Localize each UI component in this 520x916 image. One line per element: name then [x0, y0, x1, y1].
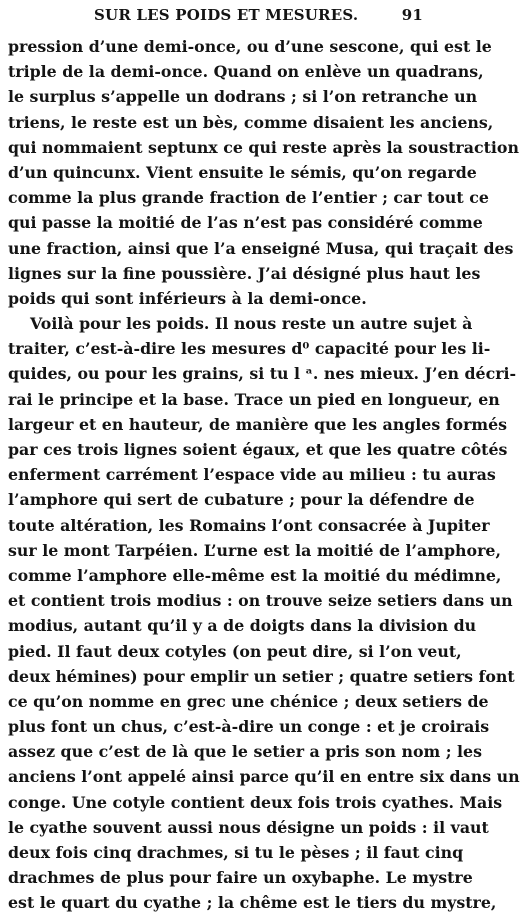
text-line: une fraction, ainsi que l’a enseigné Musa, qui traçait des — [8, 238, 514, 258]
text-line: qui nommaient septunx ce qui reste après la soustraction — [8, 137, 519, 157]
text-line: drachmes de plus pour faire un oxybaphe. Le mystre — [8, 868, 473, 888]
text-line: comme l’amphore elle-même est la moitié du médimne, — [8, 565, 502, 585]
text-line: ce qu’on nomme en grec une chénice ; deux setiers de — [8, 691, 489, 711]
text-line: pied. Il faut deux cotyles (on peut dire, si l’on veut, — [8, 641, 462, 661]
text-line: est le quart du cyathe ; la chême est le tiers du mystre, — [8, 893, 497, 913]
text-line: assez que c’est de là que le setier a pris son nom ; les — [8, 742, 482, 762]
text-line-paragraph-start: Voilà pour les poids. Il nous reste un autre sujet à — [30, 314, 473, 334]
text-line: et contient trois modius : on trouve seize setiers dans un — [8, 591, 513, 611]
text-line: modius, autant qu’il y a de doigts dans la division du — [8, 616, 477, 636]
text-line: plus font un chus, c’est-à-dire un conge : et je croirais — [8, 717, 490, 737]
running-head — [8, 6, 433, 28]
text-line: le surplus s’appelle un dodrans ; si l’on retranche un — [8, 87, 478, 107]
text-line: le cyathe souvent aussi nous désigne un poids : il vaut — [8, 817, 489, 837]
text-line: sur le mont Tarpéien. L’urne est la moitié de l’amphore, — [8, 540, 501, 560]
text-line: traiter, c’est-à-dire les mesures d⁰ capacité pour les li- — [8, 339, 491, 359]
body-text — [8, 34, 520, 916]
text-line: deux hémines) pour emplir un setier ; quatre setiers font — [8, 666, 515, 686]
text-line: quides, ou pour les grains, si tu l ᵃ. nes mieux. J’en décri- — [8, 364, 517, 384]
text-line: d’un quincunx. Vient ensuite le sémis, qu’on regarde — [8, 162, 477, 182]
text-line: qui passe la moitié de l’as n’est pas considéré comme — [8, 213, 483, 233]
text-line: anciens l’ont appelé ainsi parce qu’il en entre six dans un — [8, 767, 520, 787]
page-number: 91 — [401, 6, 423, 24]
text-line: par ces trois lignes soient égaux, et que les quatre côtés — [8, 440, 508, 459]
text-line: l’amphore qui sert de cubature ; pour la défendre de — [8, 490, 475, 510]
text-line: enferment carrément l’espace vide au milieu : tu auras — [8, 465, 496, 485]
text-line: conge. Une cotyle contient deux fois trois cyathes. Mais — [8, 792, 503, 812]
text-line: toute altération, les Romains l’ont consacrée à Jupiter — [8, 515, 490, 535]
text-line: comme la plus grande fraction de l’entier ; car tout ce — [8, 188, 489, 208]
text-line: triens, le reste est un bès, comme disaient les anciens, — [8, 112, 494, 132]
text-line: largeur et en hauteur, de manière que les angles formés — [8, 414, 508, 434]
running-title: SUR LES POIDS ET MESURES. — [94, 6, 359, 24]
text-line: triple de la demi-once. Quand on enlève un quadrans, — [8, 62, 484, 82]
text-line: pression d’une demi-once, ou d’une sescone, qui est le — [8, 37, 492, 56]
text-line: lignes sur la fine poussière. J’ai désigné plus haut les — [8, 263, 481, 283]
text-line: rai le principe et la base. Trace un pied en longueur, en — [8, 389, 500, 409]
text-line: deux fois cinq drachmes, si tu le pèses ; il faut cinq — [8, 843, 464, 862]
text-line-paragraph-end: poids qui sont inférieurs à la demi-once. — [8, 288, 367, 308]
